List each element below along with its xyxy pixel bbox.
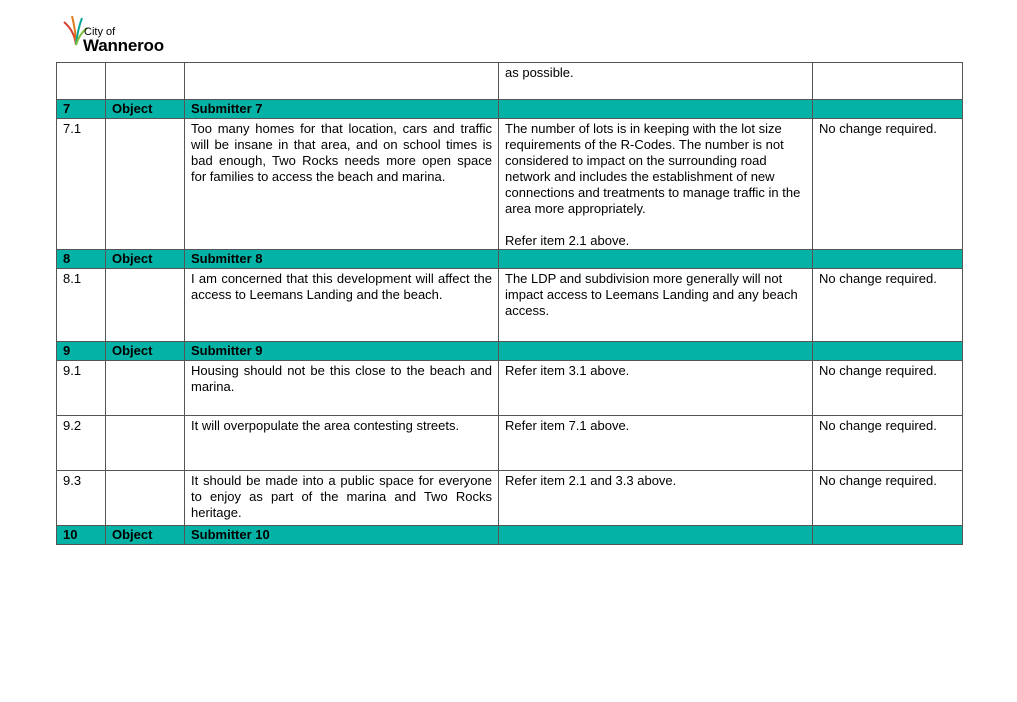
response-cell: Refer item 2.1 and 3.3 above. bbox=[499, 471, 813, 526]
submitter-header-row bbox=[57, 526, 963, 545]
submitter-name: Submitter 10 bbox=[185, 526, 499, 545]
submission-cell: Housing should not be this close to the beach and marina. bbox=[185, 361, 499, 416]
response-cell: as possible. bbox=[499, 63, 813, 100]
table-row bbox=[57, 119, 963, 250]
header-empty-cell bbox=[499, 342, 813, 361]
type-cell bbox=[106, 63, 185, 100]
table-row bbox=[57, 471, 963, 526]
header-empty-cell bbox=[499, 100, 813, 119]
header-empty-cell bbox=[813, 526, 963, 545]
submitter-number: 9 bbox=[57, 342, 106, 361]
header-empty-cell bbox=[813, 100, 963, 119]
type-cell bbox=[106, 416, 185, 471]
submitter-header-row bbox=[57, 250, 963, 269]
submission-type: Object bbox=[106, 250, 185, 269]
item-number-cell: 8.1 bbox=[57, 269, 106, 342]
type-cell bbox=[106, 471, 185, 526]
submission-cell: It will overpopulate the area contesting streets. bbox=[185, 416, 499, 471]
submission-cell: I am concerned that this development will affect the access to Leemans Landing and the beach. bbox=[185, 269, 499, 342]
logo-wanneroo: Wanneroo bbox=[83, 36, 164, 55]
submitter-header-row bbox=[57, 342, 963, 361]
outcome-cell: No change required. bbox=[813, 361, 963, 416]
submitter-number: 7 bbox=[57, 100, 106, 119]
table-row bbox=[57, 63, 963, 100]
city-of-wanneroo-logo bbox=[62, 14, 172, 56]
response-cell: Refer item 3.1 above. bbox=[499, 361, 813, 416]
table-row bbox=[57, 416, 963, 471]
submitter-name: Submitter 9 bbox=[185, 342, 499, 361]
table-row bbox=[57, 269, 963, 342]
type-cell bbox=[106, 269, 185, 342]
item-number-cell: 9.2 bbox=[57, 416, 106, 471]
header-empty-cell bbox=[813, 342, 963, 361]
submission-cell: Too many homes for that location, cars and traffic will be insane in that area, and on school times is bad enough, Two Rocks needs more open space for families to access the beach and marina. bbox=[185, 119, 499, 250]
submitter-name: Submitter 8 bbox=[185, 250, 499, 269]
table-row bbox=[57, 361, 963, 416]
response-cell: The number of lots is in keeping with the lot size requirements of the R-Codes. The number is not considered to impact on the surrounding road network and includes the establishment of new connections and treatments to manage traffic in the area more appropriately. Refer item 2.1 above. bbox=[499, 119, 813, 250]
item-number-cell: 9.3 bbox=[57, 471, 106, 526]
submissions-table bbox=[56, 62, 963, 545]
header-empty-cell bbox=[499, 250, 813, 269]
outcome-cell: No change required. bbox=[813, 269, 963, 342]
item-number-cell: 9.1 bbox=[57, 361, 106, 416]
submitter-number: 10 bbox=[57, 526, 106, 545]
item-number-cell: 7.1 bbox=[57, 119, 106, 250]
submitter-number: 8 bbox=[57, 250, 106, 269]
outcome-cell: No change required. bbox=[813, 119, 963, 250]
item-number-cell bbox=[57, 63, 106, 100]
response-cell: The LDP and subdivision more generally will not impact access to Leemans Landing and any beach access. bbox=[499, 269, 813, 342]
outcome-cell bbox=[813, 63, 963, 100]
submitter-name: Submitter 7 bbox=[185, 100, 499, 119]
response-cell: Refer item 7.1 above. bbox=[499, 416, 813, 471]
submission-cell bbox=[185, 63, 499, 100]
outcome-cell: No change required. bbox=[813, 471, 963, 526]
type-cell bbox=[106, 361, 185, 416]
submission-type: Object bbox=[106, 342, 185, 361]
header-empty-cell bbox=[813, 250, 963, 269]
logo-city-of: City of bbox=[84, 26, 116, 38]
submission-type: Object bbox=[106, 526, 185, 545]
type-cell bbox=[106, 119, 185, 250]
header-empty-cell bbox=[499, 526, 813, 545]
submission-type: Object bbox=[106, 100, 185, 119]
submission-cell: It should be made into a public space for everyone to enjoy as part of the marina and Two Rocks heritage. bbox=[185, 471, 499, 526]
submitter-header-row bbox=[57, 100, 963, 119]
outcome-cell: No change required. bbox=[813, 416, 963, 471]
